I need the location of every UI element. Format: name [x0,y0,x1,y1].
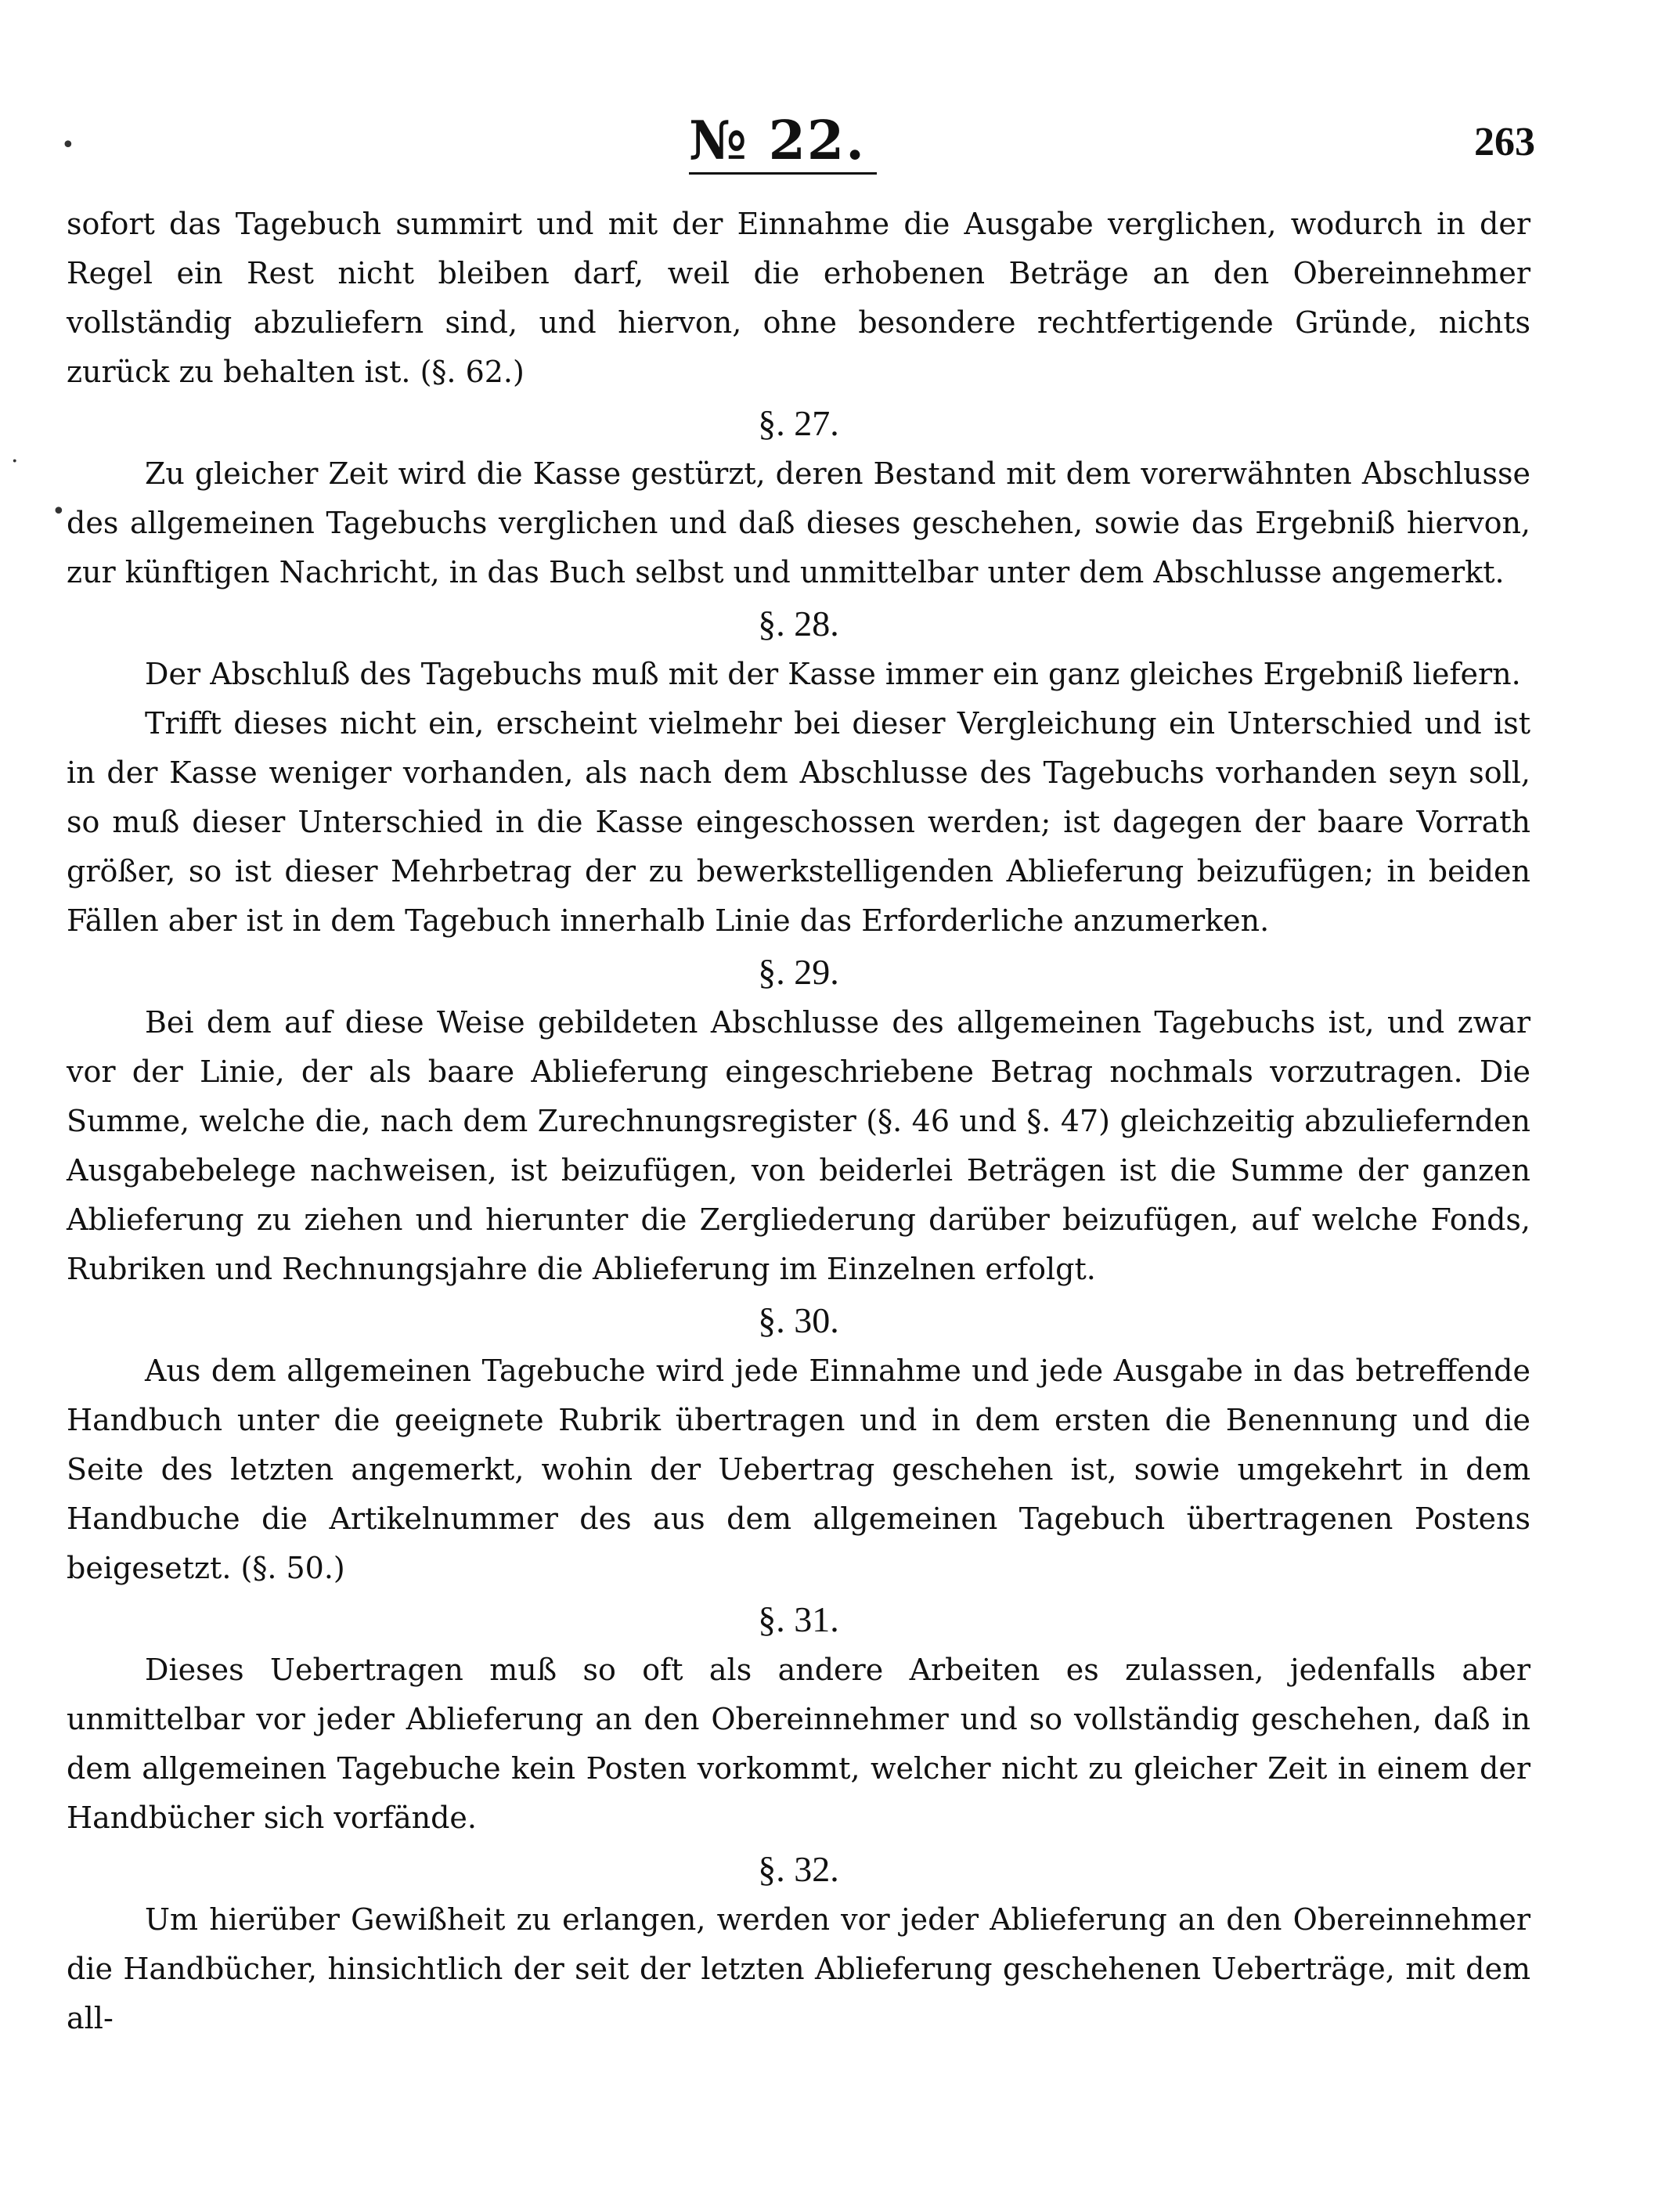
section-29-paragraph: Bei dem auf diese Weise gebildeten Abschlusse des allgemeinen Tagebuchs ist, und zwar vor der Linie, der als baare Ablieferung eingeschriebene Betrag nochmals vorzutragen. Die Summe, welche die, nach dem Zurechnungsregister (§. 46 und §. 47) gleichzeitig abzuliefernden Ausgabebelege nachweisen, ist beizufügen, von beiderlei Beträgen ist die Summe der ganzen Ablieferung zu ziehen und hierunter die Zergliederung darüber beizufügen, auf welche Fonds, Rubriken und Rechnungsjahre die Ablieferung im Einzelnen erfolgt. [67,1005,1530,1286]
section-heading-27: §. 27. [758,403,839,443]
section-27-paragraph: Zu gleicher Zeit wird die Kasse gestürzt, deren Bestand mit dem vorerwähnten Abschlusse des allgemeinen Tagebuchs verglichen und daß dieses geschehen, sowie das Ergebniß hiervon, zur künftigen Nachricht, in das Buch selbst und unmittelbar unter dem Abschlusse angemerkt. [67,456,1530,589]
section-28-paragraph: Trifft dieses nicht ein, erscheint vielmehr bei dieser Vergleichung ein Unterschied und ist in der Kasse weniger vorhanden, als nach dem Abschlusse des Tagebuchs vorhanden seyn soll, so muß dieser Unterschied in die Kasse eingeschossen werden; ist dagegen der baare Vorrath größer, so ist dieser Mehrbetrag der zu bewerkstelligenden Ablieferung beizufügen; in beiden Fällen aber ist in dem Tagebuch innerhalb Linie das Erforderliche anzumerken. [67,706,1530,938]
section-31-paragraph: Dieses Uebertragen muß so oft als andere Arbeiten es zulassen, jedenfalls aber unmittelbar vor jeder Ablieferung an den Obereinnehmer und so vollständig geschehen, daß in dem allgemeinen Tagebuche kein Posten vorkommt, welcher nicht zu gleicher Zeit in einem der Handbücher sich vorfände. [67,1653,1530,1835]
margin-mark: · [11,448,19,475]
section-heading-29: §. 29. [758,952,839,992]
page-number: 263 [1474,120,1535,164]
header-underline [689,172,877,175]
section-heading-32: §. 32. [758,1849,839,1889]
section-32-paragraph: Um hierüber Gewißheit zu erlangen, werden vor jeder Ablieferung an den Obereinnehmer die Handbücher, hinsichtlich der seit der letzten Ablieferung geschehenen Ueberträge, mit dem all- [67,1902,1530,2035]
margin-mark: • [61,132,75,159]
body-text [67,200,1530,2043]
section-heading-28: §. 28. [758,604,839,643]
margin-mark: • [52,498,66,525]
section-28-paragraph: Der Abschluß des Tagebuchs muß mit der Kasse immer ein ganz gleiches Ergebniß liefern. [145,657,1521,691]
section-heading-31: §. 31. [758,1599,839,1639]
section-30-paragraph: Aus dem allgemeinen Tagebuche wird jede Einnahme und jede Ausgabe in das betreffende Handbuch unter die geeignete Rubrik übertragen und in dem ersten die Benennung und die Seite des letzten angemerkt, wohin der Uebertrag geschehen ist, sowie umgekehrt in dem Handbuche die Artikelnummer des aus dem allgemeinen Tagebuch übertragenen Postens beigesetzt. (§. 50.) [67,1354,1530,1585]
issue-number: № 22. [689,110,866,172]
section-heading-30: §. 30. [758,1300,839,1340]
intro-paragraph: sofort das Tagebuch summirt und mit der Einnahme die Ausgabe verglichen, wodurch in der Regel ein Rest nicht bleiben darf, weil die erhobenen Beträge an den Obereinnehmer vollständig abzuliefern sind, und hiervon, ohne besondere rechtfertigende Gründe, nichts zurück zu behalten ist. (§. 62.) [67,207,1530,389]
page-header [0,110,1680,180]
